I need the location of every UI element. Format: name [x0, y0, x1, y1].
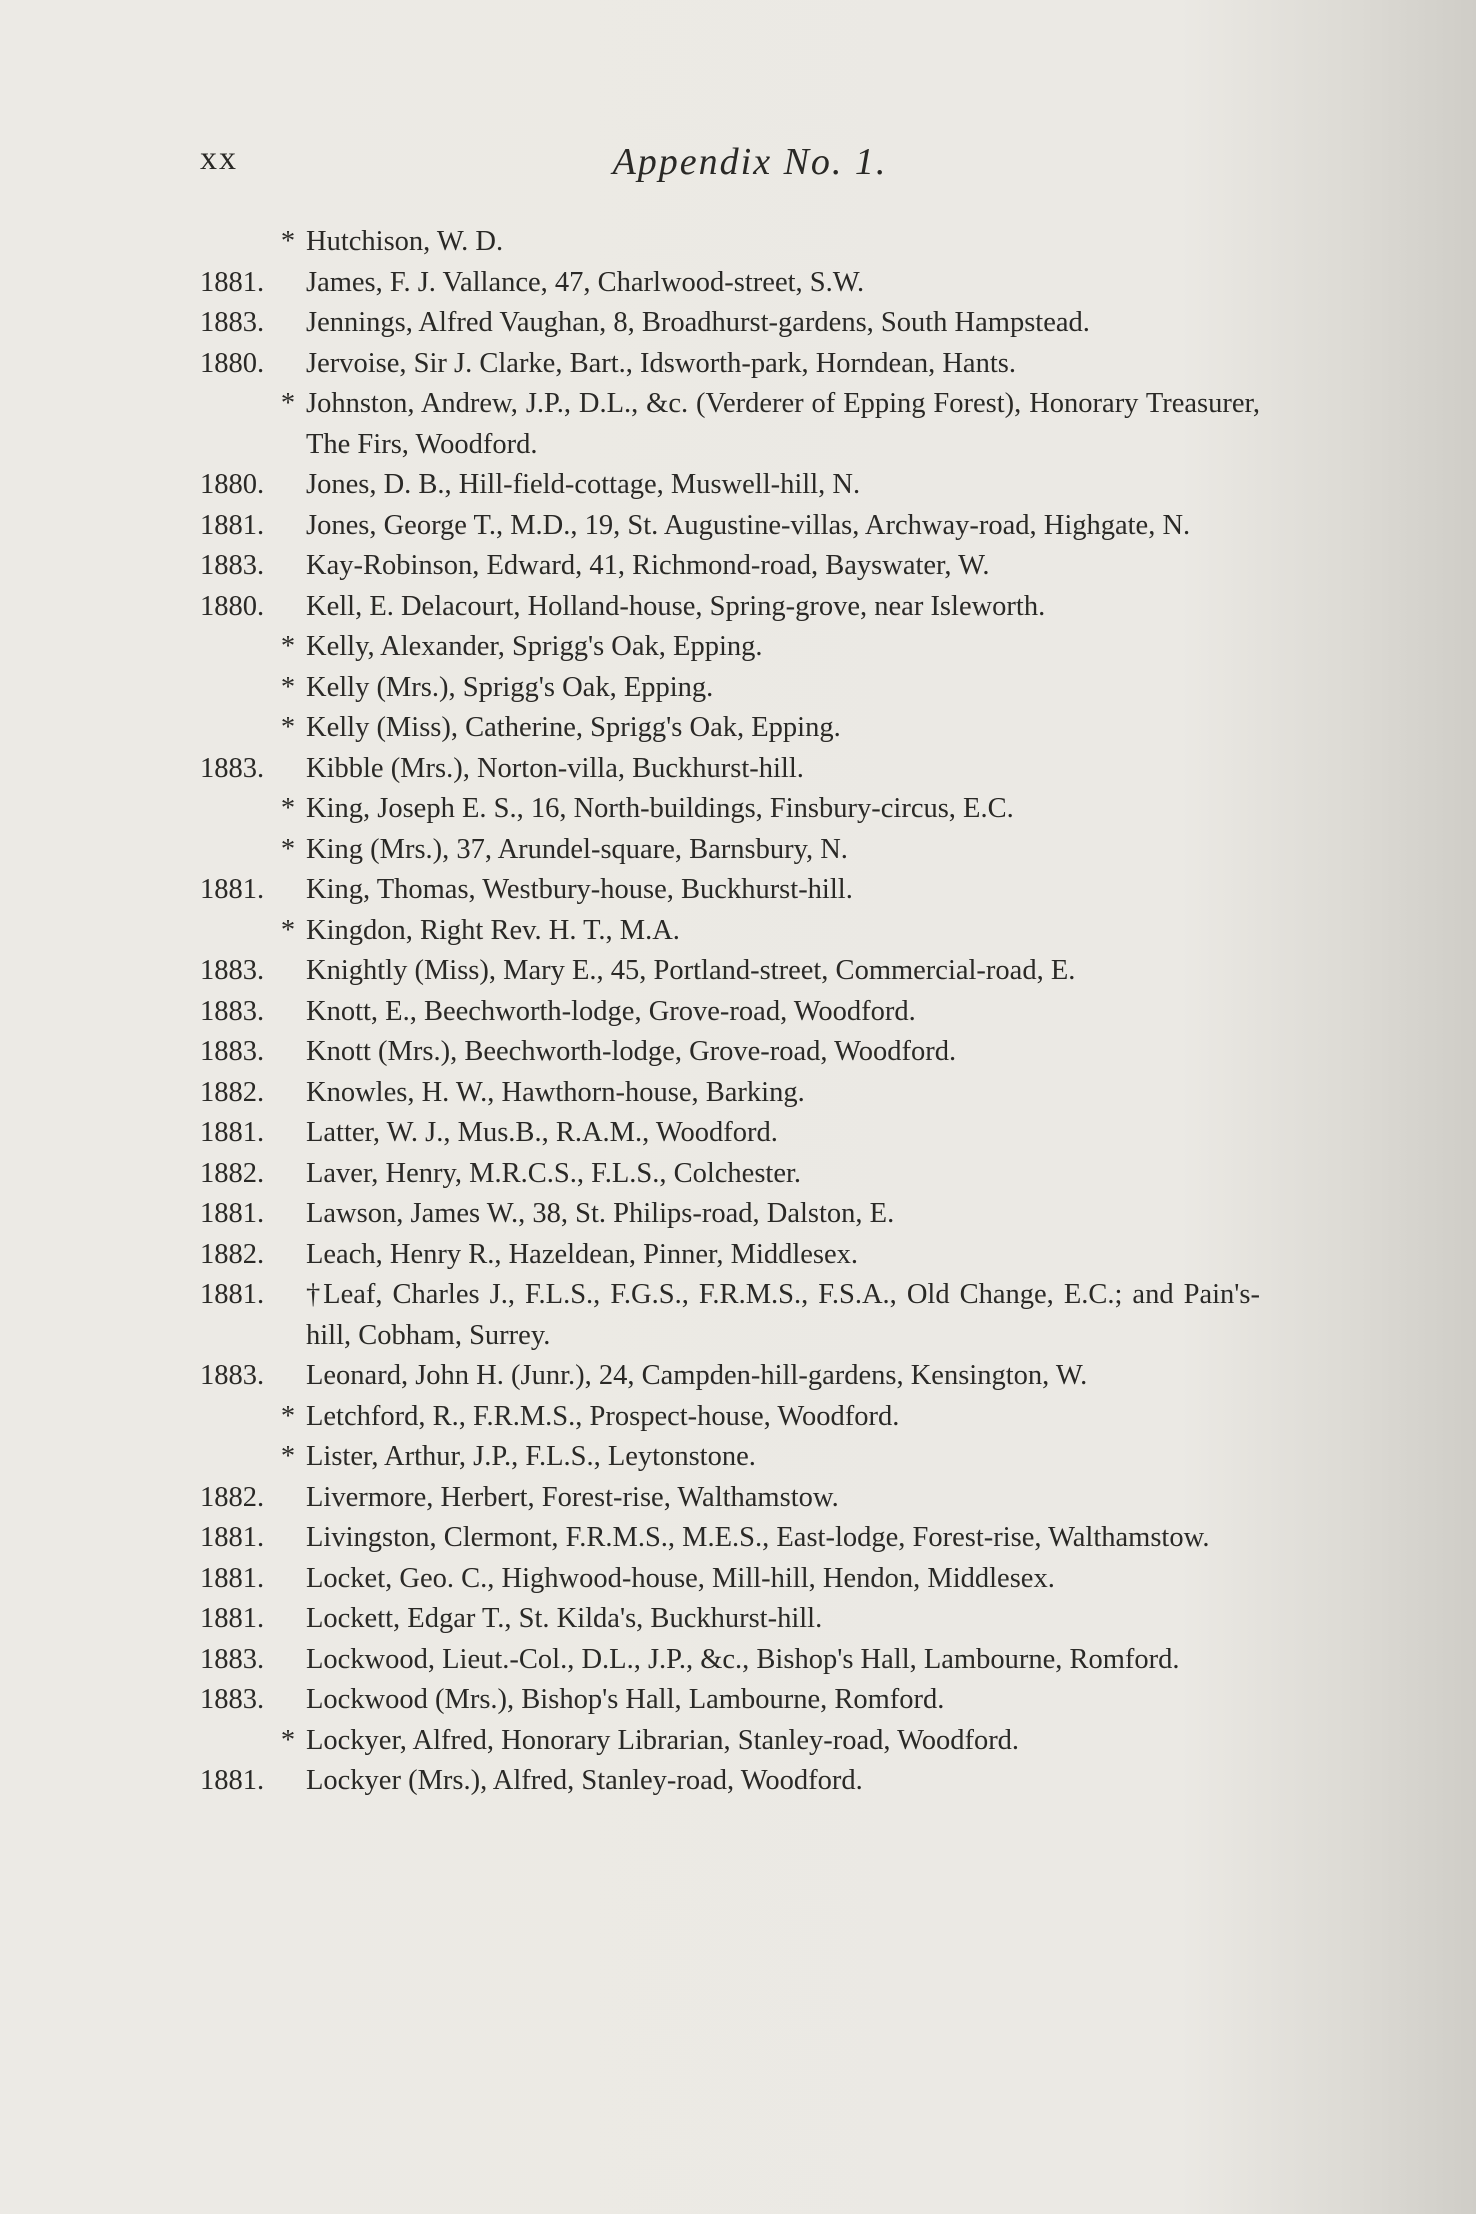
- list-item: [200, 1599, 1260, 1640]
- entry-text: Kelly (Mrs.), Sprigg's Oak, Epping.: [306, 671, 714, 703]
- entry-text: Jennings, Alfred Vaughan, 8, Broadhurst-gardens, South Hampstead.: [306, 307, 1090, 338]
- entry-text: King (Mrs.), 37, Arundel-square, Barnsbury, N.: [306, 833, 848, 865]
- entry-marker: *: [280, 793, 296, 824]
- entry-year: 1881.: [200, 1279, 265, 1310]
- entry-text: Jones, D. B., Hill-field-cottage, Muswell-hill, N.: [306, 469, 861, 500]
- entry-text: †Leaf, Charles J., F.L.S., F.G.S., F.R.M.S., F.S.A., Old Change, E.C.; and Pain's-hill, Cobham, Surrey.: [306, 1279, 1260, 1351]
- entry-text: Jones, George T., M.D., 19, St. Augustine-villas, Archway-road, Highgate, N.: [306, 509, 1191, 541]
- entry-year: 1882.: [200, 1481, 265, 1513]
- entry-year: 1883.: [200, 1360, 265, 1391]
- list-item: [200, 789, 1260, 830]
- entry-marker: *: [280, 631, 296, 662]
- entry-year: 1881.: [200, 1765, 265, 1796]
- list-item: [200, 749, 1260, 790]
- list-item: [200, 1235, 1260, 1276]
- entry-marker: *: [280, 1400, 296, 1432]
- entry-year: 1883.: [200, 995, 265, 1027]
- entry-marker: *: [280, 1441, 296, 1472]
- entry-text: Leonard, John H. (Junr.), 24, Campden-hill-gardens, Kensington, W.: [306, 1360, 1088, 1391]
- list-item: [200, 384, 1260, 465]
- list-item: [200, 1356, 1260, 1397]
- list-item: [200, 1397, 1260, 1438]
- list-item: [200, 668, 1260, 709]
- entry-marker: *: [280, 671, 296, 703]
- entry-text: Lawson, James W., 38, St. Philips-road, Dalston, E.: [306, 1198, 895, 1229]
- entry-year: 1881.: [200, 874, 265, 905]
- entry-year: 1881.: [200, 1198, 265, 1229]
- entry-text: Knott (Mrs.), Beechworth-lodge, Grove-road, Woodford.: [306, 1036, 957, 1067]
- entry-year: 1881.: [200, 266, 265, 298]
- entry-text: Livermore, Herbert, Forest-rise, Walthamstow.: [306, 1481, 839, 1513]
- list-item: [200, 992, 1260, 1033]
- entry-text: Hutchison, W. D.: [306, 226, 504, 257]
- list-item: [200, 1518, 1260, 1559]
- entry-text: Locket, Geo. C., Highwood-house, Mill-hill, Hendon, Middlesex.: [306, 1562, 1055, 1594]
- entry-year: 1882.: [200, 1076, 265, 1108]
- list-item: [200, 222, 1260, 263]
- entry-year: 1883.: [200, 752, 265, 784]
- entry-year: 1880.: [200, 590, 265, 622]
- entry-marker: *: [280, 1724, 296, 1756]
- list-item: [200, 344, 1260, 385]
- entry-text: Livingston, Clermont, F.R.M.S., M.E.S., East-lodge, Forest-rise, Walthamstow.: [306, 1522, 1210, 1553]
- list-item: [200, 1640, 1260, 1681]
- entry-text: James, F. J. Vallance, 47, Charlwood-street, S.W.: [306, 266, 865, 298]
- list-item: [200, 1559, 1260, 1600]
- entry-text: Knowles, H. W., Hawthorn-house, Barking.: [306, 1076, 805, 1108]
- entry-marker: *: [280, 914, 296, 946]
- entry-text: Kay-Robinson, Edward, 41, Richmond-road, Bayswater, W.: [306, 550, 990, 581]
- entry-text: Kibble (Mrs.), Norton-villa, Buckhurst-hill.: [306, 752, 804, 784]
- list-item: [200, 911, 1260, 952]
- entry-text: Lockyer (Mrs.), Alfred, Stanley-road, Woodford.: [306, 1765, 863, 1796]
- entry-marker: *: [280, 388, 296, 419]
- list-item: [200, 1073, 1260, 1114]
- list-item: [200, 1113, 1260, 1154]
- entry-year: 1883.: [200, 307, 265, 338]
- entry-text: Lockwood (Mrs.), Bishop's Hall, Lambourne, Romford.: [306, 1684, 945, 1715]
- entry-year: 1881.: [200, 1603, 265, 1634]
- entry-text: Laver, Henry, M.R.C.S., F.L.S., Colchester.: [306, 1157, 802, 1189]
- list-item: [200, 1680, 1260, 1721]
- entry-text: Letchford, R., F.R.M.S., Prospect-house, Woodford.: [306, 1400, 900, 1432]
- running-title: Appendix No. 1.: [612, 141, 888, 183]
- entry-text: Jervoise, Sir J. Clarke, Bart., Idsworth-park, Horndean, Hants.: [306, 347, 1016, 379]
- entry-text: Kelly, Alexander, Sprigg's Oak, Epping.: [306, 631, 763, 662]
- list-item: [200, 1275, 1260, 1356]
- list-item: [200, 465, 1260, 506]
- list-item: [200, 830, 1260, 871]
- entry-year: 1883.: [200, 955, 265, 986]
- list-item: [200, 263, 1260, 304]
- page-header: [200, 140, 1260, 200]
- entry-year: 1883.: [200, 550, 265, 581]
- entry-year: 1883.: [200, 1684, 265, 1715]
- list-item: [200, 546, 1260, 587]
- entry-year: 1882.: [200, 1238, 265, 1270]
- entry-text: Kell, E. Delacourt, Holland-house, Spring-grove, near Isleworth.: [306, 590, 1046, 622]
- list-item: [200, 1154, 1260, 1195]
- entry-year: 1883.: [200, 1036, 265, 1067]
- list-item: [200, 1761, 1260, 1802]
- list-item: [200, 870, 1260, 911]
- list-item: [200, 708, 1260, 749]
- entry-text: Knott, E., Beechworth-lodge, Grove-road, Woodford.: [306, 995, 916, 1027]
- entry-text: Lockyer, Alfred, Honorary Librarian, Stanley-road, Woodford.: [306, 1724, 1020, 1756]
- list-item: [200, 1032, 1260, 1073]
- list-item: [200, 1194, 1260, 1235]
- page-number: xx: [200, 140, 238, 177]
- entry-text: Leach, Henry R., Hazeldean, Pinner, Middlesex.: [306, 1238, 859, 1270]
- list-item: [200, 303, 1260, 344]
- entry-year: 1882.: [200, 1157, 265, 1189]
- entry-text: Knightly (Miss), Mary E., 45, Portland-street, Commercial-road, E.: [306, 955, 1076, 986]
- list-item: [200, 951, 1260, 992]
- entry-text: Kingdon, Right Rev. H. T., M.A.: [306, 914, 680, 946]
- entry-year: 1880.: [200, 469, 265, 500]
- member-list: [200, 222, 1260, 1802]
- list-item: [200, 627, 1260, 668]
- entry-text: Johnston, Andrew, J.P., D.L., &c. (Verderer of Epping Forest), Honorary Treasurer, The Firs, Woodford.: [306, 388, 1260, 460]
- list-item: [200, 587, 1260, 628]
- entry-marker: *: [280, 226, 296, 257]
- list-item: [200, 1478, 1260, 1519]
- list-item: [200, 1721, 1260, 1762]
- entry-year: 1880.: [200, 347, 265, 379]
- entry-text: Lister, Arthur, J.P., F.L.S., Leytonstone.: [306, 1441, 756, 1472]
- entry-year: 1881.: [200, 509, 265, 541]
- entry-marker: *: [280, 712, 296, 743]
- entry-year: 1881.: [200, 1522, 265, 1553]
- entry-text: King, Joseph E. S., 16, North-buildings, Finsbury-circus, E.C.: [306, 793, 1014, 824]
- list-item: [200, 506, 1260, 547]
- entry-year: 1881.: [200, 1562, 265, 1594]
- entry-year: 1883.: [200, 1643, 265, 1675]
- entry-year: 1881.: [200, 1117, 265, 1148]
- entry-text: Kelly (Miss), Catherine, Sprigg's Oak, Epping.: [306, 712, 841, 743]
- entry-text: Lockett, Edgar T., St. Kilda's, Buckhurst-hill.: [306, 1603, 823, 1634]
- entry-text: King, Thomas, Westbury-house, Buckhurst-hill.: [306, 874, 853, 905]
- entry-text: Lockwood, Lieut.-Col., D.L., J.P., &c., Bishop's Hall, Lambourne, Romford.: [306, 1643, 1180, 1675]
- entry-text: Latter, W. J., Mus.B., R.A.M., Woodford.: [306, 1117, 778, 1148]
- entry-marker: *: [280, 833, 296, 865]
- list-item: [200, 1437, 1260, 1478]
